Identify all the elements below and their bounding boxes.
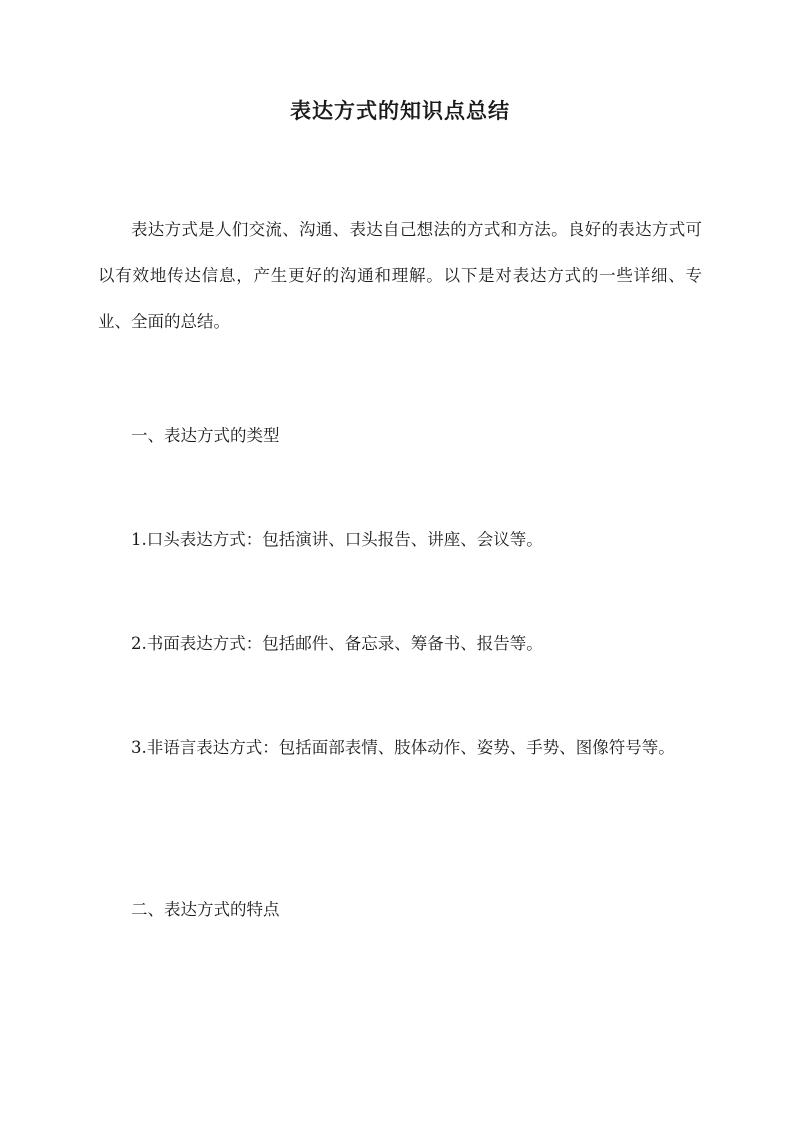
intro-paragraph: 表达方式是人们交流、沟通、表达自己想法的方式和方法。良好的表达方式可以有效地传达信息，产生更好的沟通和理解。以下是对表达方式的一些详细、专业、全面的总结。 bbox=[98, 220, 702, 331]
list-item-written: 2.书面表达方式：包括邮件、备忘录、筹备书、报告等。 bbox=[131, 634, 543, 653]
section-heading-features: 二、表达方式的特点 bbox=[131, 900, 280, 919]
list-item-oral: 1.口头表达方式：包括演讲、口头报告、讲座、会议等。 bbox=[131, 530, 543, 549]
section-heading-types: 一、表达方式的类型 bbox=[131, 426, 280, 445]
page-title: 表达方式的知识点总结 bbox=[290, 98, 510, 123]
list-item-nonverbal: 3.非语言表达方式：包括面部表情、肢体动作、姿势、手势、图像符号等。 bbox=[131, 738, 675, 757]
